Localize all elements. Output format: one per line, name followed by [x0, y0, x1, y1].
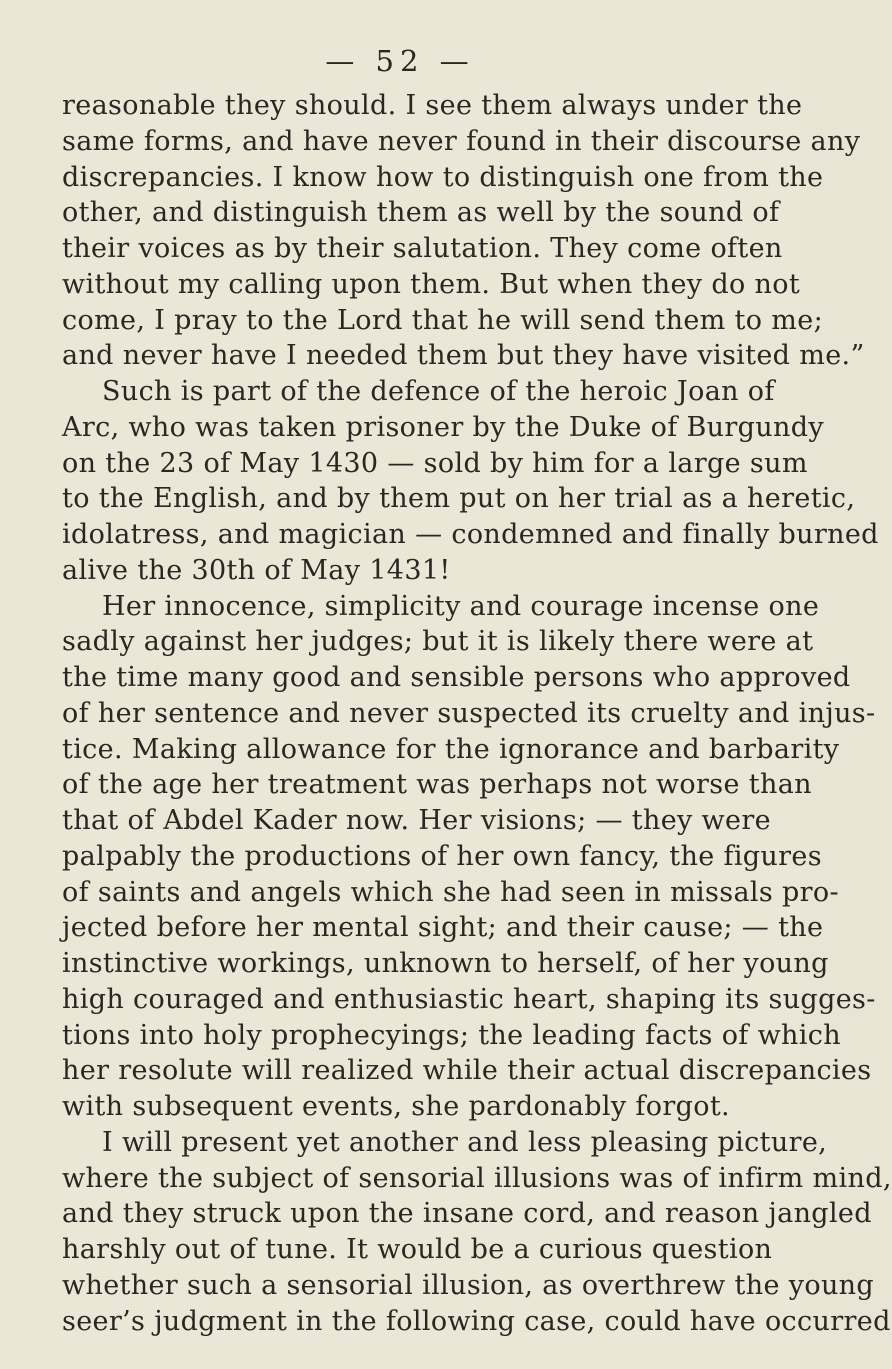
text-line: discrepancies. I know how to distinguish one from the [62, 161, 824, 193]
text-line: where the subject of sensorial illusions was of infirm mind, [62, 1162, 892, 1194]
text-line: on the 23 of May 1430 — sold by him for a large sum [62, 447, 808, 479]
text-line: tions into holy prophecyings; the leading facts of which [62, 1019, 841, 1051]
text-line: of the age her treatment was perhaps not worse than [62, 769, 812, 801]
text-line: that of Abdel Kader now. Her visions; — they were [62, 805, 771, 836]
text-line: of her sentence and never suspected its cruelty and injus- [62, 697, 876, 729]
text-line: their voices as by their salutation. They come often [62, 233, 783, 264]
text-line: the time many good and sensible persons who approved [62, 662, 851, 693]
text-line: other, and distinguish them as well by the sound of [62, 197, 780, 229]
text-line: instinctive workings, unknown to herself, of her young [62, 948, 829, 979]
text-line: reasonable they should. I see them always under the [62, 90, 803, 121]
text-line: come, I pray to the Lord that he will send them to me; [62, 304, 824, 336]
text-line: Arc, who was taken prisoner by the Duke of Burgundy [62, 411, 825, 443]
text-line: high couraged and enthusiastic heart, shaping its sugges- [62, 983, 876, 1015]
text-line: alive the 30th of May 1431! [62, 554, 451, 586]
text-line: seer’s judgment in the following case, could have occurred [62, 1305, 891, 1337]
text-line: idolatress, and magician — condemned and finally burned [62, 519, 879, 550]
page-number: — 52 — [325, 44, 475, 78]
text-line: and they struck upon the insane cord, and reason jangled [62, 1198, 872, 1230]
text-line: Such is part of the defence of the heroic Joan of [102, 376, 775, 407]
text-line: without my calling upon them. But when they do not [62, 268, 801, 300]
text-line: same forms, and have never found in their discourse any [62, 125, 861, 157]
text-line: of saints and angels which she had seen in missals pro- [62, 876, 839, 908]
text-line: to the English, and by them put on her trial as a heretic, [62, 483, 856, 515]
text-line: sadly against her judges; but it is likely there were at [62, 626, 814, 658]
text-line: her resolute will realized while their actual discrepancies [62, 1055, 872, 1087]
text-line: with subsequent events, she pardonably forgot. [62, 1091, 730, 1122]
text-line: jected before her mental sight; and their cause; — the [62, 912, 824, 944]
text-line: palpably the productions of her own fancy, the figures [62, 840, 822, 872]
text-line: and never have I needed them but they have visited me.” [62, 340, 865, 372]
text-line: Her innocence, simplicity and courage incense one [102, 590, 820, 622]
text-line: tice. Making allowance for the ignorance and barbarity [62, 733, 840, 765]
text-line: whether such a sensorial illusion, as overthrew the young [62, 1269, 875, 1301]
text-line: harshly out of tune. It would be a curious question [62, 1234, 773, 1265]
page-body-text [62, 88, 892, 1339]
text-line: I will present yet another and less pleasing picture, [102, 1126, 828, 1158]
